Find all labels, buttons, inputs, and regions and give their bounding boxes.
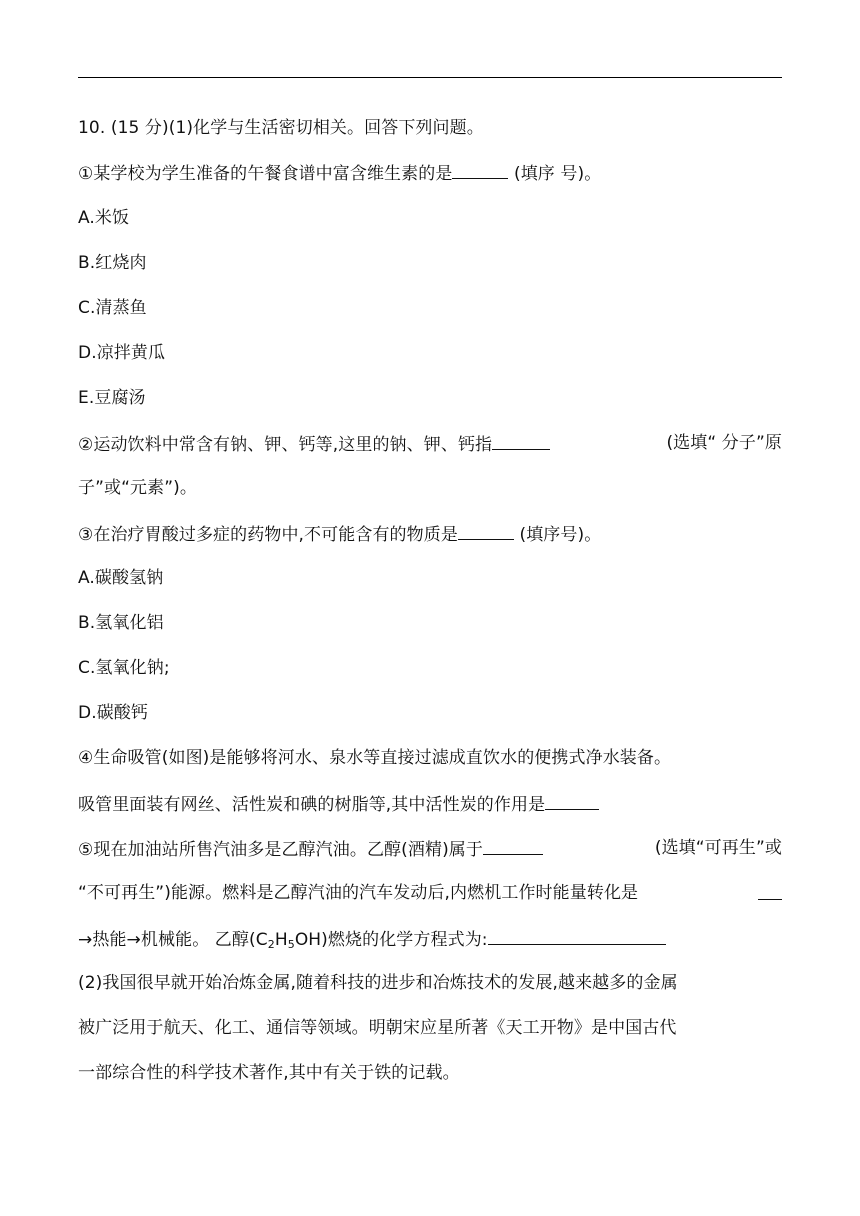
subscript-5: 5 [287,938,295,951]
header-rule [78,77,782,78]
q1-option-d: D.凉拌黄瓜 [78,343,166,363]
q1-option-b: B.红烧肉 [78,253,147,273]
q5-text-2: “不可再生”)能源。燃料是乙醇汽油的汽车发动后,内燃机工作时能量转化是 [78,883,639,903]
q2-hint: (选填“ 分子”原 [666,433,782,453]
q2-prompt-line2: 子”或“元素”)。 [78,478,197,498]
q4-answer-blank[interactable] [545,791,599,810]
q3-option-b: B.氢氧化铝 [78,613,164,633]
q2-answer-blank[interactable] [492,431,550,450]
q3-option-a: A.碳酸氢钠 [78,568,164,588]
q3-text: ③在治疗胃酸过多症的药物中,不可能含有的物质是 [78,525,458,545]
q5-prompt-line2 [78,881,782,905]
part2-line1: (2)我国很早就开始冶炼金属,随着科技的进步和冶炼技术的发展,越来越多的金属 [78,973,678,993]
q2-text: ②运动饮料中常含有钠、钾、钙等,这里的钠、钾、钙指 [78,435,493,455]
q5-answer-blank-1[interactable] [483,836,543,855]
q1-prompt [78,160,782,186]
subscript-2: 2 [267,938,275,951]
q1-option-e: E.豆腐汤 [78,388,146,408]
q5-text-3c: OH)燃烧的化学方程式为: [294,930,488,950]
q5-hint: (选填“可再生”或 [654,838,782,858]
q5-text: ⑤现在加油站所售汽油多是乙醇汽油。乙醇(酒精)属于 [78,840,484,860]
q3-answer-blank[interactable] [458,521,514,540]
question-header: 10. (15 分)(1)化学与生活密切相关。回答下列问题。 [78,118,484,138]
part2-line2: 被广泛用于航天、化工、通信等领域。明朝宋应星所著《天工开物》是中国古代 [78,1018,677,1038]
q1-option-a: A.米饭 [78,208,130,228]
q1-hint: (填序 号)。 [508,164,602,184]
q1-answer-blank[interactable] [452,160,508,179]
q5-prompt-line1 [78,836,782,862]
q4-text: 吸管里面装有网丝、活性炭和碘的树脂等,其中活性炭的作用是 [78,795,546,815]
q1-text: ①某学校为学生准备的午餐食谱中富含维生素的是 [78,164,453,184]
q4-prompt-line2 [78,791,782,817]
q3-hint: (填序号)。 [513,525,602,545]
q3-prompt [78,521,782,547]
q3-option-d: D.碳酸钙 [78,703,148,723]
q3-option-c: C.氢氧化钠; [78,658,170,678]
q4-prompt-line1: ④生命吸管(如图)是能够将河水、泉水等直接过滤成直饮水的便携式净水装备。 [78,748,672,768]
q1-option-c: C.清蒸鱼 [78,298,147,318]
q5-text-3a: →热能→机械能。 乙醇(C [78,930,268,950]
q2-prompt-line1 [78,431,782,457]
q5-text-3b: H [274,930,288,950]
q5-answer-blank-2[interactable] [758,881,782,900]
part2-line3: 一部综合性的科学技术著作,其中有关于铁的记载。 [78,1063,460,1083]
q5-answer-blank-3[interactable] [488,926,666,945]
q5-prompt-line3 [78,926,782,952]
